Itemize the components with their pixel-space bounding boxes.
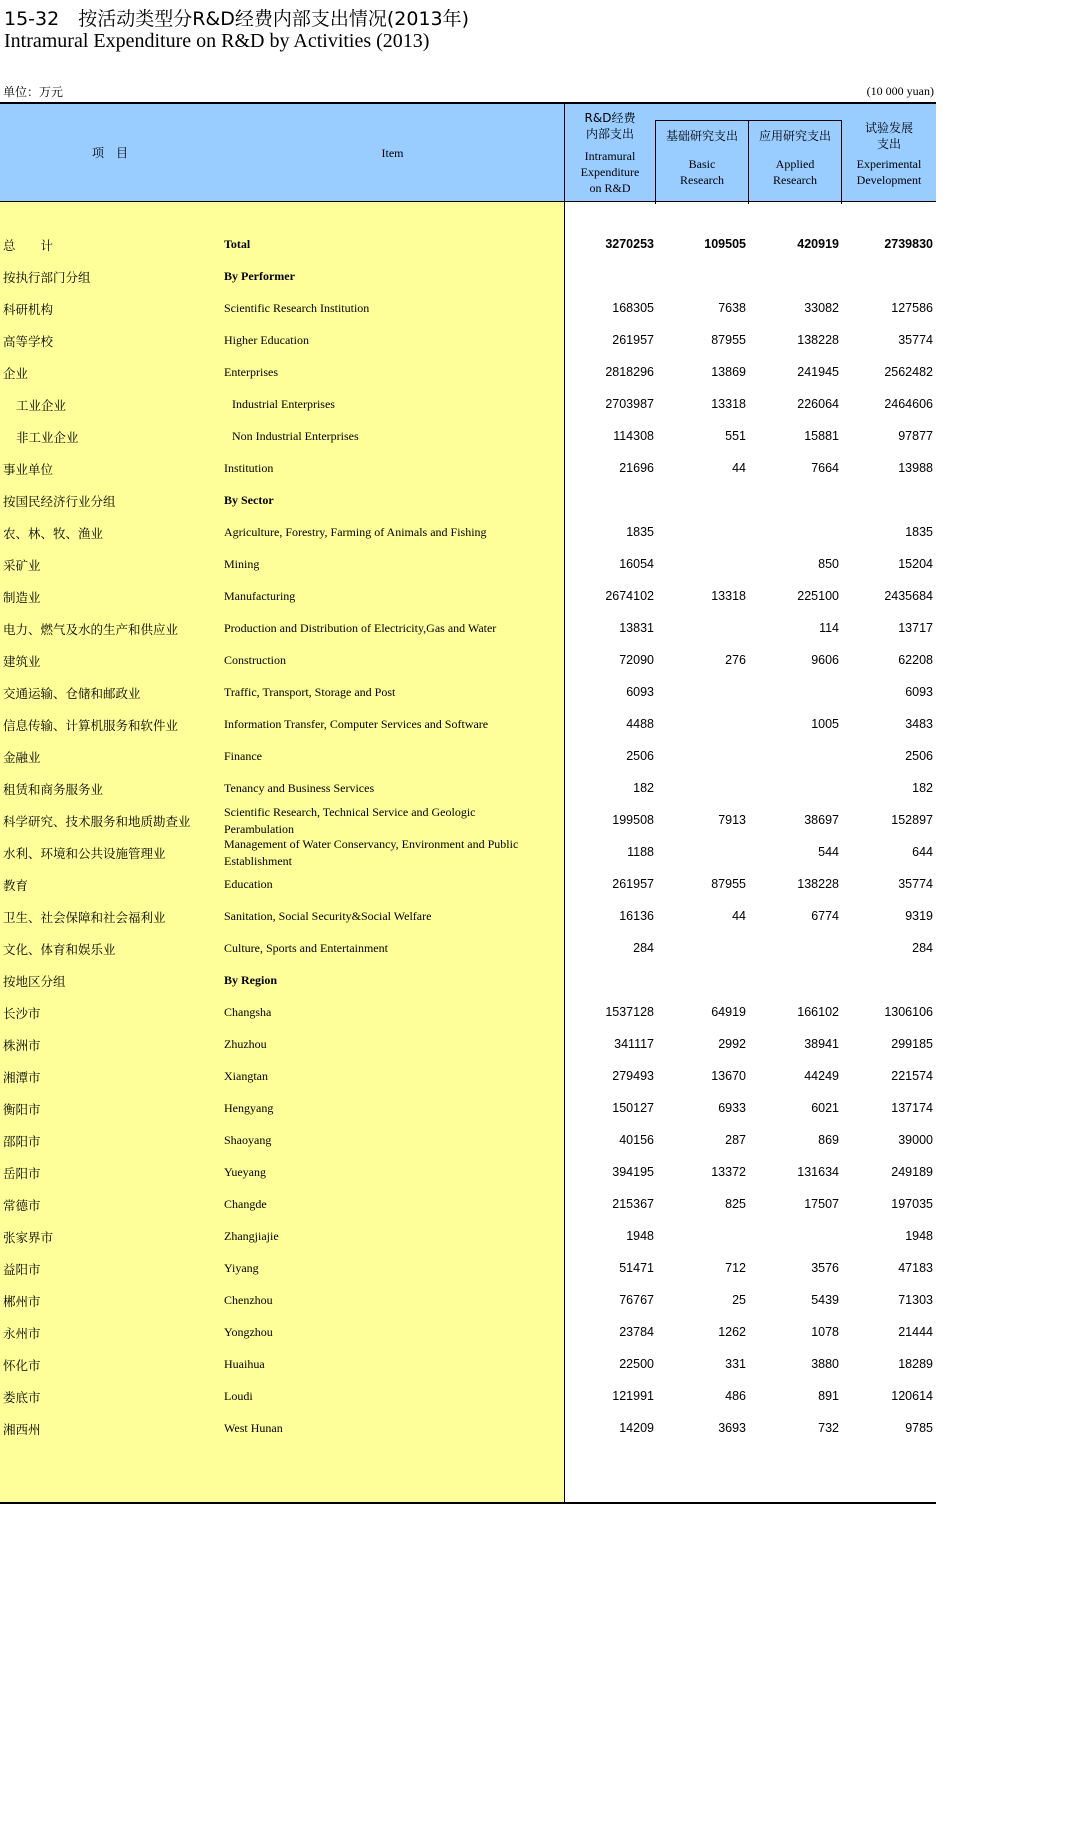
header-item-en: Item <box>381 146 404 160</box>
value-experimental: 39000 <box>898 1133 933 1147</box>
value-experimental: 13988 <box>898 461 933 475</box>
value-basic: 44 <box>732 461 746 475</box>
row-label-en: Education <box>224 877 273 891</box>
value-experimental: 2739830 <box>884 237 933 251</box>
table-row <box>0 1092 936 1124</box>
row-label-cn: 衡阳市 <box>3 1102 41 1117</box>
value-applied: 138228 <box>797 877 839 891</box>
value-basic: 13318 <box>711 589 746 603</box>
row-label-en: Higher Education <box>224 333 309 347</box>
value-applied: 138228 <box>797 333 839 347</box>
row-label-en: Sanitation, Social Security&Social Welfare <box>224 909 432 923</box>
page-title-en: Intramural Expenditure on R&D by Activities (2013) <box>4 30 430 52</box>
row-label-en: Finance <box>224 749 262 763</box>
value-applied: 7664 <box>811 461 839 475</box>
row-label-en: Total <box>224 237 251 251</box>
header-applied-en-1: Applied <box>775 157 815 171</box>
row-label-en: Mining <box>224 557 260 571</box>
value-applied: 33082 <box>804 301 839 315</box>
row-label-cn: 湘潭市 <box>3 1070 41 1085</box>
value-experimental: 197035 <box>891 1197 933 1211</box>
value-applied: 891 <box>818 1389 839 1403</box>
table-row <box>0 388 936 420</box>
value-total: 2506 <box>626 749 654 763</box>
row-label-en: Manufacturing <box>224 589 296 603</box>
table-row <box>0 708 936 740</box>
row-label-cn: 信息传输、计算机服务和软件业 <box>3 718 179 733</box>
header-basic-en-2: Research <box>680 173 724 187</box>
table-body <box>0 202 936 1502</box>
value-experimental: 21444 <box>898 1325 933 1339</box>
header-exp-en-1: Experimental <box>856 157 922 171</box>
value-total: 40156 <box>619 1133 654 1147</box>
value-total: 121991 <box>612 1389 654 1403</box>
table-row <box>0 580 936 612</box>
row-label-en: By Performer <box>224 269 295 283</box>
value-basic: 331 <box>725 1357 746 1371</box>
row-label-cn: 租赁和商务服务业 <box>3 782 104 797</box>
value-experimental: 3483 <box>905 717 933 731</box>
value-experimental: 35774 <box>898 877 933 891</box>
table-row <box>0 1412 936 1444</box>
row-label-en: Agriculture, Forestry, Farming of Animals and Fishing <box>224 525 487 539</box>
table-row <box>0 452 936 484</box>
value-basic: 13670 <box>711 1069 746 1083</box>
value-applied: 732 <box>818 1421 839 1435</box>
value-basic: 2992 <box>718 1037 746 1051</box>
value-applied: 226064 <box>797 397 839 411</box>
value-experimental: 9785 <box>905 1421 933 1435</box>
table-row <box>0 612 936 644</box>
value-total: 22500 <box>619 1357 654 1371</box>
unit-label-cn: 单位：万元 <box>3 85 64 99</box>
row-label-cn: 岳阳市 <box>3 1166 41 1181</box>
row-label-cn: 建筑业 <box>3 654 41 669</box>
value-basic: 87955 <box>711 333 746 347</box>
row-label-en: Shaoyang <box>224 1133 272 1147</box>
table-row <box>0 868 936 900</box>
value-total: 21696 <box>619 461 654 475</box>
row-label-cn: 益阳市 <box>3 1262 41 1277</box>
value-total: 394195 <box>612 1165 654 1179</box>
table-row <box>0 1348 936 1380</box>
table-row <box>0 260 936 292</box>
row-label-cn: 邵阳市 <box>3 1134 41 1149</box>
row-label-en: Changsha <box>224 1005 272 1019</box>
table-row <box>0 548 936 580</box>
value-total: 182 <box>633 781 654 795</box>
row-label-cn: 采矿业 <box>3 558 41 573</box>
value-applied: 17507 <box>804 1197 839 1211</box>
value-total: 279493 <box>612 1069 654 1083</box>
value-basic: 287 <box>725 1133 746 1147</box>
value-applied: 114 <box>819 621 839 635</box>
value-experimental: 1306106 <box>884 1005 933 1019</box>
value-total: 114308 <box>613 429 654 443</box>
row-label-en: West Hunan <box>224 1421 283 1435</box>
value-experimental: 299185 <box>891 1037 933 1051</box>
value-experimental: 644 <box>912 845 933 859</box>
row-label-cn: 按国民经济行业分组 <box>3 494 116 509</box>
value-experimental: 284 <box>912 941 933 955</box>
row-label-cn: 企业 <box>3 366 29 381</box>
row-label-cn: 郴州市 <box>3 1294 41 1309</box>
value-basic: 25 <box>732 1293 746 1307</box>
value-basic: 13372 <box>711 1165 746 1179</box>
value-basic: 551 <box>725 429 746 443</box>
value-total: 1948 <box>626 1229 654 1243</box>
header-exp-cn-2: 支出 <box>876 137 901 151</box>
row-label-cn: 永州市 <box>3 1326 41 1341</box>
value-basic: 486 <box>725 1389 746 1403</box>
value-applied: 544 <box>818 845 839 859</box>
row-label-cn: 按执行部门分组 <box>3 270 91 285</box>
value-applied: 3880 <box>811 1357 839 1371</box>
row-label-en: Culture, Sports and Entertainment <box>224 941 388 955</box>
value-experimental: 249189 <box>891 1165 933 1179</box>
row-label-en: Information Transfer, Computer Services and Software <box>224 717 489 731</box>
row-label-cn: 电力、燃气及水的生产和供应业 <box>3 622 179 637</box>
value-experimental: 2464606 <box>884 397 933 411</box>
row-label-en: Zhuzhou <box>224 1037 267 1051</box>
header-total <box>565 110 655 196</box>
value-basic: 44 <box>732 909 746 923</box>
value-basic: 7638 <box>718 301 746 315</box>
row-label-en: By Sector <box>224 493 274 507</box>
row-label-cn: 长沙市 <box>3 1006 41 1021</box>
row-label-cn: 交通运输、仓储和邮政业 <box>3 686 141 701</box>
row-label-en: Institution <box>224 461 274 475</box>
value-experimental: 120614 <box>891 1389 933 1403</box>
value-basic: 825 <box>725 1197 746 1211</box>
value-applied: 38941 <box>804 1037 839 1051</box>
value-applied: 6774 <box>811 909 839 923</box>
header-basic <box>656 128 748 188</box>
value-total: 1835 <box>626 525 654 539</box>
header-total-en-1: Intramural <box>584 149 636 163</box>
value-experimental: 15204 <box>898 557 933 571</box>
table-row <box>0 1316 936 1348</box>
table-row <box>0 516 936 548</box>
row-label-cn: 总 计 <box>3 238 54 253</box>
value-applied: 5439 <box>811 1293 839 1307</box>
table-row <box>0 740 936 772</box>
value-basic: 276 <box>725 653 746 667</box>
row-label-en: Management of Water Conservancy, Environment and Public Establishment <box>224 837 519 868</box>
value-total: 168305 <box>612 301 654 315</box>
value-experimental: 18289 <box>898 1357 933 1371</box>
value-applied: 225100 <box>797 589 839 603</box>
value-experimental: 1835 <box>905 525 933 539</box>
header-applied-en-2: Research <box>773 173 817 187</box>
table-header <box>0 102 936 202</box>
value-basic: 6933 <box>718 1101 746 1115</box>
header-total-cn-1: R&D经费 <box>584 111 636 125</box>
row-label-en: Production and Distribution of Electricity,Gas and Water <box>224 621 497 635</box>
row-label-cn: 常德市 <box>3 1198 41 1213</box>
value-experimental: 35774 <box>898 333 933 347</box>
value-total: 23784 <box>619 1325 654 1339</box>
value-total: 150127 <box>612 1101 654 1115</box>
table-row <box>0 996 936 1028</box>
row-label-en: Industrial Enterprises <box>232 397 335 411</box>
value-total: 2818296 <box>605 365 654 379</box>
row-label-en: Yueyang <box>224 1165 266 1179</box>
value-applied: 1005 <box>811 717 839 731</box>
table-row <box>0 420 936 452</box>
row-label-cn: 科学研究、技术服务和地质勘查业 <box>3 814 191 829</box>
value-total: 6093 <box>626 685 654 699</box>
page-title-cn: 15-32 按活动类型分R&D经费内部支出情况(2013年) <box>4 8 470 30</box>
value-applied: 166102 <box>797 1005 839 1019</box>
table-row <box>0 1124 936 1156</box>
table-row <box>0 292 936 324</box>
table-row <box>0 804 936 836</box>
value-total: 3270253 <box>605 237 654 251</box>
table-row <box>0 1380 936 1412</box>
row-label-en: By Region <box>224 973 278 987</box>
value-experimental: 71303 <box>898 1293 933 1307</box>
header-applied-cn: 应用研究支出 <box>758 129 831 143</box>
header-item-cn: 项 目 <box>91 146 128 160</box>
value-experimental: 152897 <box>891 813 933 827</box>
row-label-cn: 张家界市 <box>3 1230 54 1245</box>
value-total: 76767 <box>619 1293 654 1307</box>
value-experimental: 9319 <box>905 909 933 923</box>
table-row <box>0 1188 936 1220</box>
value-applied: 241945 <box>797 365 839 379</box>
value-experimental: 13717 <box>898 621 933 635</box>
value-total: 261957 <box>612 877 654 891</box>
value-total: 14209 <box>619 1421 654 1435</box>
value-basic: 64919 <box>711 1005 746 1019</box>
table-row <box>0 1060 936 1092</box>
header-total-en-2: Expenditure <box>580 165 640 179</box>
header-experimental <box>842 120 936 188</box>
table-row <box>0 964 936 996</box>
row-label-en: Hengyang <box>224 1101 274 1115</box>
value-basic: 1262 <box>718 1325 746 1339</box>
value-applied: 38697 <box>804 813 839 827</box>
row-label-cn: 湘西州 <box>3 1422 41 1437</box>
value-experimental: 47183 <box>898 1261 933 1275</box>
value-applied: 420919 <box>797 237 839 251</box>
table-row <box>0 676 936 708</box>
value-applied: 869 <box>818 1133 839 1147</box>
table-row <box>0 836 936 868</box>
table-bottom-rule <box>0 1502 936 1504</box>
value-total: 341117 <box>614 1037 654 1051</box>
table-row <box>0 932 936 964</box>
value-experimental: 1948 <box>905 1229 933 1243</box>
row-label-cn: 金融业 <box>3 750 41 765</box>
value-total: 1537128 <box>605 1005 654 1019</box>
header-basic-en-1: Basic <box>688 157 716 171</box>
row-label-cn: 怀化市 <box>3 1358 41 1373</box>
header-total-cn-2: 内部支出 <box>585 127 634 141</box>
row-label-cn: 文化、体育和娱乐业 <box>3 942 116 957</box>
value-experimental: 137174 <box>891 1101 933 1115</box>
row-label-en: Construction <box>224 653 286 667</box>
row-label-cn: 非工业企业 <box>16 430 79 445</box>
row-label-cn: 株洲市 <box>3 1038 41 1053</box>
row-label-cn: 事业单位 <box>3 462 54 477</box>
value-basic: 109505 <box>704 237 746 251</box>
row-label-cn: 按地区分组 <box>3 974 66 989</box>
row-label-en: Xiangtan <box>224 1069 268 1083</box>
table-row <box>0 644 936 676</box>
value-experimental: 127586 <box>891 301 933 315</box>
row-label-cn: 娄底市 <box>3 1390 41 1405</box>
row-label-en: Changde <box>224 1197 267 1211</box>
value-experimental: 182 <box>912 781 933 795</box>
row-label-en: Huaihua <box>224 1357 265 1371</box>
row-label-cn: 制造业 <box>3 590 41 605</box>
value-applied: 15881 <box>804 429 839 443</box>
row-label-en: Non Industrial Enterprises <box>232 429 359 443</box>
value-total: 199508 <box>612 813 654 827</box>
value-total: 261957 <box>612 333 654 347</box>
row-label-en: Chenzhou <box>224 1293 273 1307</box>
value-total: 51471 <box>619 1261 654 1275</box>
value-applied: 44249 <box>804 1069 839 1083</box>
row-label-en: Traffic, Transport, Storage and Post <box>224 685 396 699</box>
value-applied: 1078 <box>811 1325 839 1339</box>
row-label-cn: 教育 <box>3 878 29 893</box>
row-label-en: Tenancy and Business Services <box>224 781 375 795</box>
table-row <box>0 772 936 804</box>
table-row <box>0 324 936 356</box>
table-row <box>0 1284 936 1316</box>
value-applied: 9606 <box>811 653 839 667</box>
table-row <box>0 900 936 932</box>
value-experimental: 6093 <box>905 685 933 699</box>
value-total: 13831 <box>619 621 654 635</box>
value-basic: 87955 <box>711 877 746 891</box>
row-label-cn: 农、林、牧、渔业 <box>3 526 104 541</box>
value-applied: 6021 <box>811 1101 839 1115</box>
row-label-cn: 卫生、社会保障和社会福利业 <box>3 910 166 925</box>
value-experimental: 2506 <box>905 749 933 763</box>
value-total: 16054 <box>619 557 654 571</box>
value-applied: 131634 <box>797 1165 839 1179</box>
value-applied: 850 <box>818 557 839 571</box>
table-row <box>0 484 936 516</box>
value-basic: 13318 <box>711 397 746 411</box>
row-label-en: Loudi <box>224 1389 253 1403</box>
header-basic-cn: 基础研究支出 <box>665 129 738 143</box>
value-basic: 13869 <box>711 365 746 379</box>
value-total: 284 <box>633 941 654 955</box>
row-label-en: Scientific Research Institution <box>224 301 370 315</box>
value-experimental: 97877 <box>898 429 933 443</box>
value-total: 215367 <box>612 1197 654 1211</box>
value-total: 1188 <box>627 845 654 859</box>
unit-label-en: (10 000 yuan) <box>866 84 934 98</box>
table-row <box>0 1028 936 1060</box>
row-label-en: Scientific Research, Technical Service and Geologic Perambulation <box>224 805 476 836</box>
value-basic: 3693 <box>718 1421 746 1435</box>
row-label-cn: 高等学校 <box>3 334 54 349</box>
value-total: 72090 <box>619 653 654 667</box>
value-applied: 3576 <box>811 1261 839 1275</box>
value-basic: 7913 <box>718 813 746 827</box>
row-label-cn: 水利、环境和公共设施管理业 <box>3 846 166 861</box>
value-experimental: 2562482 <box>884 365 933 379</box>
table-row <box>0 1252 936 1284</box>
table-row <box>0 1156 936 1188</box>
value-total: 4488 <box>626 717 654 731</box>
table-row <box>0 228 936 260</box>
header-exp-en-2: Development <box>856 173 922 187</box>
table-row <box>0 356 936 388</box>
row-label-cn: 工业企业 <box>16 398 67 413</box>
value-experimental: 62208 <box>898 653 933 667</box>
row-label-cn: 科研机构 <box>3 302 54 317</box>
table-row <box>0 1220 936 1252</box>
value-total: 2674102 <box>605 589 654 603</box>
header-exp-cn-1: 试验发展 <box>864 121 913 135</box>
row-label-en: Yongzhou <box>224 1325 273 1339</box>
value-basic: 712 <box>725 1261 746 1275</box>
value-experimental: 2435684 <box>884 589 933 603</box>
value-total: 2703987 <box>605 397 654 411</box>
value-experimental: 221574 <box>891 1069 933 1083</box>
value-total: 16136 <box>619 909 654 923</box>
header-divider <box>655 120 841 121</box>
row-label-en: Yiyang <box>224 1261 259 1275</box>
row-label-en: Zhangjiajie <box>224 1229 279 1243</box>
header-total-en-3: on R&D <box>589 181 631 195</box>
header-applied <box>749 128 841 188</box>
row-label-en: Enterprises <box>224 365 278 379</box>
